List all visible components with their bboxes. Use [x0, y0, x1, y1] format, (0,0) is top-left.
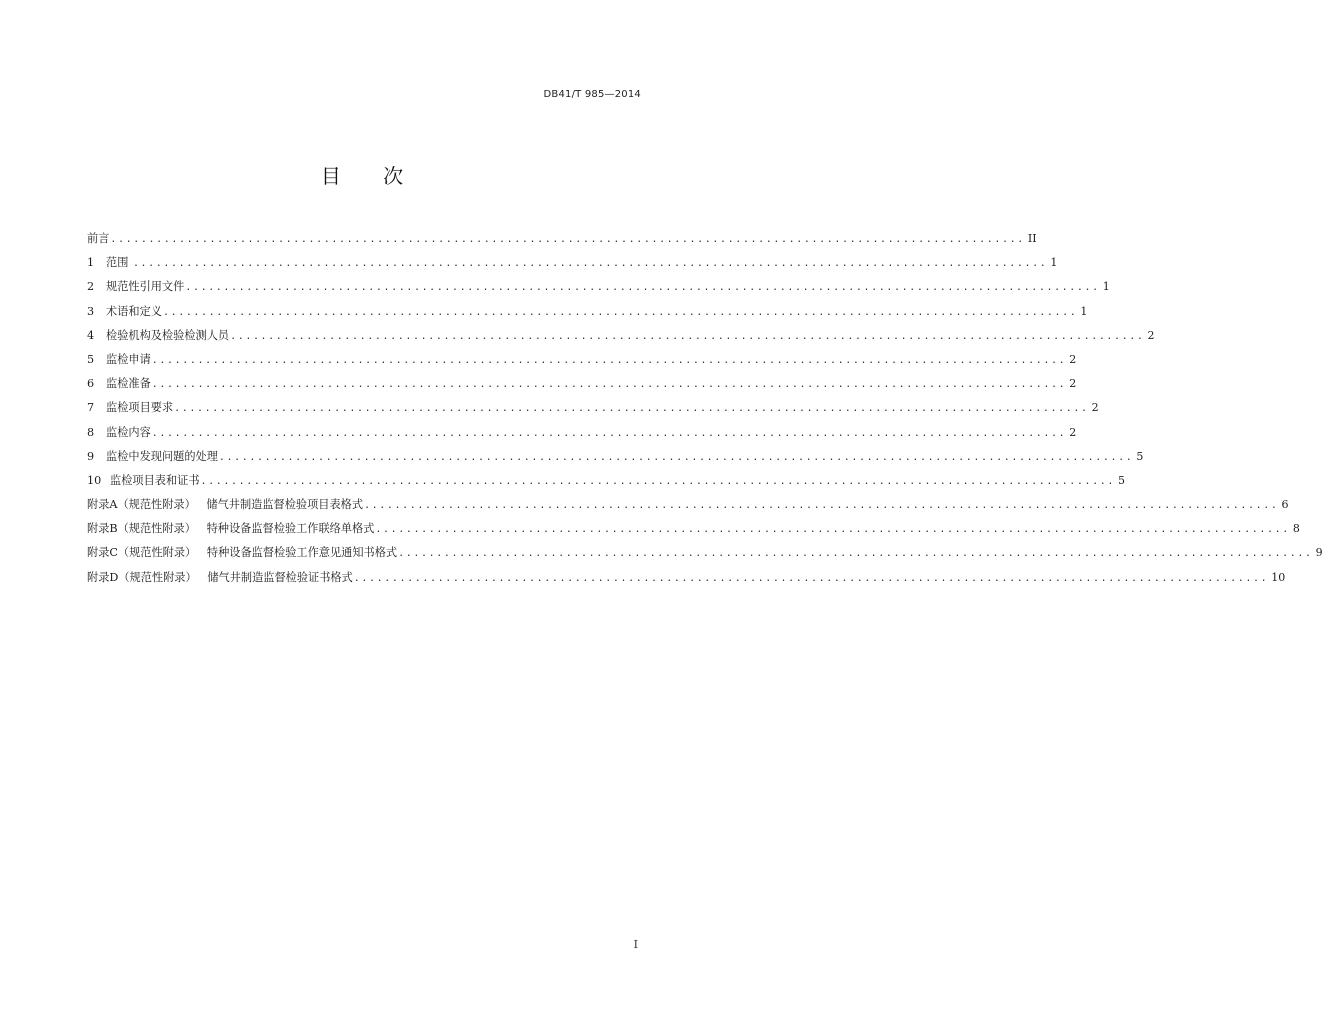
- toc-entry-title: 前言: [87, 232, 110, 245]
- toc-entry[interactable]: [87, 255, 1058, 279]
- toc-entry-title: 附录B（规范性附录） 特种设备监督检验工作联络单格式: [87, 522, 375, 536]
- toc-entry-number: 3: [87, 304, 95, 318]
- toc-entry-title: 监检中发现问题的处理: [106, 449, 218, 463]
- toc-entry-page: 8: [1292, 522, 1300, 536]
- toc-entry-page: 2: [1091, 401, 1099, 415]
- toc-entry-title: 附录D（规范性附录） 储气井制造监督检验证书格式: [87, 570, 353, 584]
- toc-entry[interactable]: [87, 497, 1289, 521]
- toc-entry[interactable]: [87, 521, 1300, 545]
- toc-entry-title: 检验机构及检验检测人员: [106, 328, 230, 342]
- toc-entry-page: 2: [1069, 377, 1077, 391]
- toc-leader-dots: ........................................................................................................................: [353, 572, 1269, 584]
- toc-leader-dots: ........................................................................................................................: [375, 524, 1290, 536]
- toc-entry-page: 1: [1080, 304, 1088, 318]
- toc-leader-dots: ........................................................................................................................: [151, 379, 1067, 391]
- toc-entry-number: 7: [87, 401, 95, 415]
- toc-leader-dots: ........................................................................................................................: [162, 306, 1078, 318]
- toc-entry-number: 10: [87, 473, 102, 487]
- toc-entry-title: 附录C（规范性附录） 特种设备监督检验工作意见通知书格式: [87, 546, 398, 560]
- toc-entry[interactable]: [87, 449, 1144, 473]
- toc-leader-dots: ........................................................................................................................: [110, 234, 1025, 245]
- toc-entry-page: 2: [1069, 352, 1077, 366]
- toc-entry-title: 监检项目要求: [106, 401, 174, 415]
- toc-entry-title: 监检准备: [106, 377, 151, 391]
- toc-leader-dots: ........................................................................................................................: [364, 500, 1279, 512]
- toc-entry-title: 术语和定义: [106, 304, 162, 318]
- page-title: 目 次: [320, 164, 422, 188]
- toc-leader-dots: ........................................................................................................................: [151, 354, 1067, 366]
- toc-entry-number: 4: [87, 328, 95, 342]
- toc-entry-number: 2: [87, 280, 95, 294]
- toc-entry[interactable]: [87, 425, 1077, 449]
- toc-leader-dots: ........................................................................................................................: [174, 403, 1089, 415]
- toc-entry[interactable]: [87, 328, 1155, 352]
- toc-entry-page: 6: [1281, 498, 1289, 512]
- page-number: I: [633, 938, 638, 951]
- toc-entry-page: 9: [1315, 546, 1323, 560]
- toc-entry-page: 1: [1050, 256, 1058, 270]
- toc-entry-title: 监检内容: [106, 425, 151, 439]
- toc-entry-number: 5: [87, 352, 95, 366]
- toc-leader-dots: ........................................................................................................................: [151, 427, 1067, 439]
- toc-entry[interactable]: [87, 473, 1125, 497]
- toc-entry-page: 10: [1271, 570, 1286, 584]
- toc-leader-dots: ........................................................................................................................: [398, 548, 1313, 560]
- toc-entry-title: 范围: [106, 256, 132, 270]
- toc-entry-page: 2: [1069, 425, 1077, 439]
- toc-entry[interactable]: [87, 570, 1286, 594]
- toc-entry-title: 规范性引用文件: [106, 280, 185, 294]
- toc-leader-dots: ........................................................................................................................: [185, 282, 1100, 294]
- toc-entry-number: 8: [87, 425, 95, 439]
- toc-entry[interactable]: [87, 545, 1323, 569]
- toc-leader-dots: ........................................................................................................................: [230, 330, 1145, 342]
- standard-code: DB41/T 985—2014: [543, 89, 641, 100]
- toc-leader-dots: ........................................................................................................................: [200, 475, 1115, 487]
- toc-entry[interactable]: [87, 400, 1099, 424]
- toc-leader-dots: ........................................................................................................................: [132, 258, 1048, 270]
- toc-entry[interactable]: [87, 376, 1077, 400]
- table-of-contents: [87, 231, 1323, 594]
- toc-entry-page: 2: [1147, 328, 1155, 342]
- toc-entry-page: 1: [1102, 280, 1110, 294]
- toc-leader-dots: ........................................................................................................................: [218, 451, 1134, 463]
- toc-entry-page: 5: [1136, 449, 1144, 463]
- toc-entry-title: 监检项目表和证书: [110, 473, 200, 487]
- toc-entry-title: 附录A（规范性附录） 储气井制造监督检验项目表格式: [87, 498, 364, 512]
- toc-entry-number: 6: [87, 377, 95, 391]
- toc-entry[interactable]: [87, 304, 1088, 328]
- toc-entry[interactable]: [87, 231, 1037, 255]
- toc-entry[interactable]: [87, 352, 1077, 376]
- toc-entry-number: 1: [87, 256, 95, 270]
- toc-entry-page: 5: [1117, 473, 1125, 487]
- toc-entry-number: 9: [87, 449, 95, 463]
- toc-entry-title: 监检申请: [106, 352, 151, 366]
- toc-entry[interactable]: [87, 279, 1110, 303]
- toc-entry-page: II: [1027, 232, 1037, 245]
